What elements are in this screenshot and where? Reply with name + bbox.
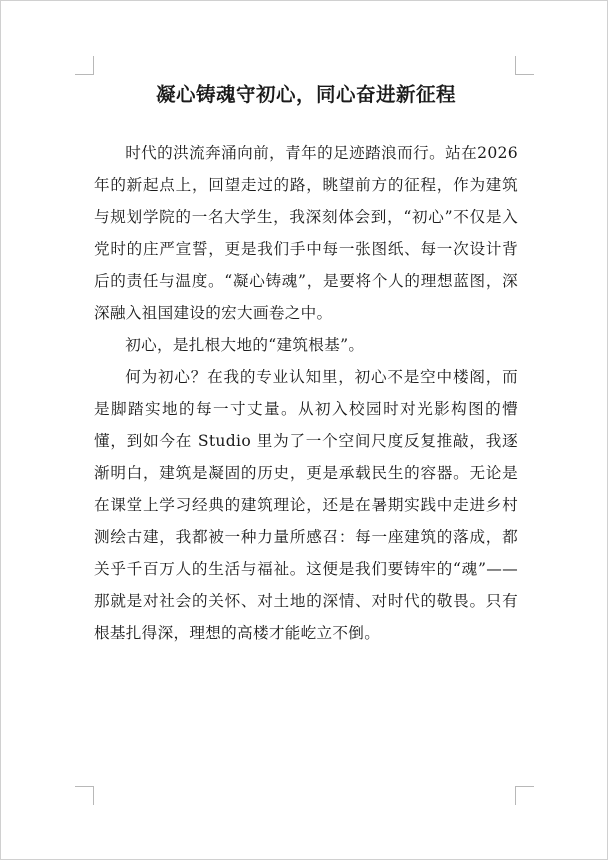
paragraph-what-is-original-intent: 何为初心？在我的专业认知里，初心不是空中楼阁，而是脚踏实地的每一寸丈量。从初入校园时对光影构图的懵懂，到如今在 Studio 里为了一个空间尺度反复推敲，我逐渐明白，建筑是凝固的历史，更是承载民生的容器。无论是在课堂上学习经典的建筑理论，还是在暑期实践中走进乡村测绘古建，我都被一种力量所感召：每一座建筑的落成，都关乎千百万人的生活与福祉。这便是我们要铸牢的“魂”——那就是对社会的关怀、对土地的深情、对时代的敬畏。只有根基扎得深，理想的高楼才能屹立不倒。 <box>94 368 518 642</box>
document-title: 凝心铸魂守初心，同心奋进新征程 <box>155 83 456 106</box>
corner-mark-bottom-right <box>515 786 534 805</box>
corner-mark-top-right <box>515 56 534 75</box>
document-body[interactable] <box>94 79 518 649</box>
corner-mark-bottom-left <box>75 786 94 805</box>
paragraph-intro: 时代的洪流奔涌向前，青年的足迹踏浪而行。站在2026年的新起点上，回望走过的路，眺望前方的征程，作为建筑与规划学院的一名大学生，我深刻体会到，“初心”不仅是入党时的庄严宣誓，更是我们手中每一张图纸、每一次设计背后的责任与温度。“凝心铸魂”，是要将个人的理想蓝图，深深融入祖国建设的宏大画卷之中。 <box>94 144 518 322</box>
paragraph-heading-root: 初心，是扎根大地的“建筑根基”。 <box>125 336 365 354</box>
corner-mark-top-left <box>75 56 94 75</box>
